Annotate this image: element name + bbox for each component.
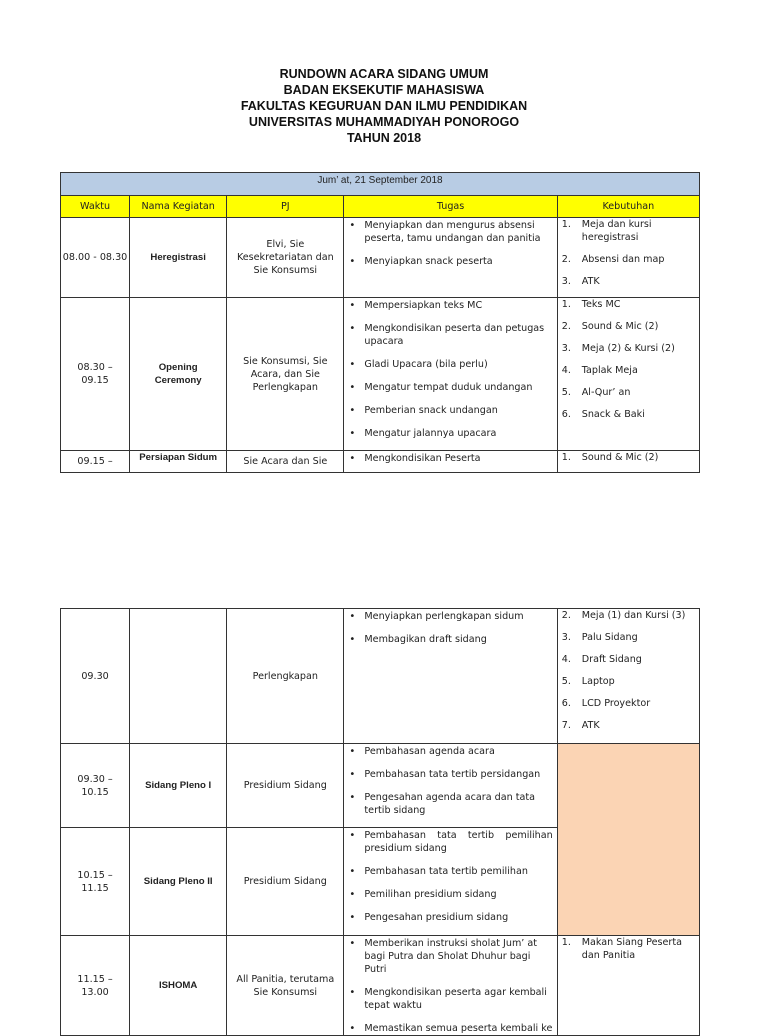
pj-cell: Presidium Sidang: [227, 828, 344, 936]
time-cell: 09.30 – 10.15: [61, 744, 130, 828]
need-text: Laptop: [581, 676, 615, 687]
pj-cell: Sie Acara dan Sie: [227, 451, 344, 473]
task-item: • Pembahasan tata tertib pemilihan: [344, 865, 552, 878]
task-item: • Gladi Upacara (bila perlu): [344, 358, 552, 371]
activity-cell: Sidang Pleno II: [130, 828, 227, 936]
need-text: Sound & Mic (2): [581, 452, 659, 463]
title-line: FAKULTAS KEGURUAN DAN ILMU PENDIDIKAN: [240, 99, 528, 113]
need-text: Meja dan kursi heregistrasi: [581, 219, 652, 243]
need-text: LCD Proyektor: [581, 698, 651, 709]
tasks-cell: [344, 451, 557, 473]
task-item: • Membagikan draft sidang: [344, 633, 552, 646]
activity-cell: Persiapan Sidum: [130, 451, 227, 473]
needs-cell: [557, 451, 699, 473]
need-number: 2.: [561, 254, 571, 265]
tasks-cell: [344, 218, 557, 298]
header-row: [61, 196, 700, 218]
time-cell: 11.15 – 13.00: [61, 936, 130, 1036]
table-row: [61, 936, 700, 1036]
need-item: [558, 364, 697, 377]
need-number: 3.: [561, 276, 571, 287]
tasks-cell: [344, 298, 557, 451]
pj-cell: Elvi, Sie Kesekretariatan dan Sie Konsumsi: [227, 218, 344, 298]
need-item: [558, 342, 697, 355]
task-item: • Mengatur jalannya upacara: [344, 427, 552, 440]
need-number: 3.: [561, 343, 571, 354]
need-item: [558, 320, 697, 333]
activity-cell: [130, 609, 227, 744]
task-item: • Memberikan instruksi sholat Jum’ at bagi Putra dan Sholat Dhuhur bagi Putri: [344, 937, 552, 976]
needs-cell: [557, 218, 699, 298]
col-header-pj: PJ: [227, 196, 344, 218]
tasks-cell: [344, 609, 557, 744]
need-item: [558, 451, 697, 464]
need-item: [558, 675, 697, 688]
task-item: • Pemilihan presidium sidang: [344, 888, 552, 901]
need-number: 6.: [561, 698, 571, 709]
need-number: 1.: [561, 299, 571, 310]
time-cell: 09.15 –: [61, 451, 130, 473]
need-text: Meja (2) & Kursi (2): [581, 343, 675, 354]
need-item: [558, 653, 697, 666]
need-number: 2.: [561, 321, 571, 332]
need-number: 5.: [561, 387, 571, 398]
col-header-waktu: Waktu: [61, 196, 130, 218]
need-item: [558, 275, 697, 288]
task-item: • Memastikan semua peserta kembali ke: [344, 1022, 552, 1035]
need-item: [558, 609, 697, 622]
need-number: 1.: [561, 452, 571, 463]
activity-cell: Sidang Pleno I: [130, 744, 227, 828]
task-item: • Mempersiapkan teks MC: [344, 299, 552, 312]
title-line: UNIVERSITAS MUHAMMADIYAH PONOROGO: [248, 115, 520, 129]
need-item: [558, 253, 697, 266]
table-row: [61, 744, 700, 828]
tasks-cell: [344, 828, 557, 936]
pj-cell: Presidium Sidang: [227, 744, 344, 828]
need-number: 3.: [561, 632, 571, 643]
need-number: 2.: [561, 610, 571, 621]
needs-cell-empty: [557, 744, 699, 936]
need-text: Draft Sidang: [581, 654, 642, 665]
title-line: RUNDOWN ACARA SIDANG UMUM: [279, 67, 489, 81]
task-item: • Pembahasan tata tertib pemilihan presidium sidang: [344, 829, 552, 855]
task-item: • Menyiapkan snack peserta: [344, 255, 552, 268]
table-row: [61, 451, 700, 473]
table-row: [61, 609, 700, 744]
time-cell: 09.30: [61, 609, 130, 744]
need-number: 1.: [561, 937, 571, 948]
need-text: ATK: [581, 720, 600, 731]
need-text: Makan Siang Peserta dan Panitia: [581, 937, 682, 961]
task-item: • Menyiapkan perlengkapan sidum: [344, 610, 552, 623]
needs-cell: [557, 609, 699, 744]
need-item: [558, 218, 697, 244]
need-item: [558, 719, 697, 732]
need-item: [558, 936, 697, 962]
col-header-kebutuhan: Kebutuhan: [557, 196, 699, 218]
task-item: • Pembahasan agenda acara: [344, 745, 552, 758]
table-row: [61, 218, 700, 298]
tasks-cell: [344, 936, 557, 1036]
need-number: 4.: [561, 365, 571, 376]
need-number: 7.: [561, 720, 571, 731]
need-number: 4.: [561, 654, 571, 665]
col-header-nama-kegiatan: Nama Kegiatan: [130, 196, 227, 218]
need-text: Absensi dan map: [581, 254, 665, 265]
need-item: [558, 386, 697, 399]
need-number: 5.: [561, 676, 571, 687]
need-text: Meja (1) dan Kursi (3): [581, 610, 686, 621]
pj-cell: All Panitia, terutama Sie Konsumsi: [227, 936, 344, 1036]
need-text: Sound & Mic (2): [581, 321, 659, 332]
needs-cell: [557, 298, 699, 451]
need-item: [558, 631, 697, 644]
time-cell: 10.15 – 11.15: [61, 828, 130, 936]
task-item: • Pemberian snack undangan: [344, 404, 552, 417]
activity-cell: Opening Ceremony: [130, 298, 227, 451]
needs-cell: [557, 936, 699, 1036]
task-item: • Mengkondisikan peserta dan petugas upacara: [344, 322, 552, 348]
need-text: ATK: [581, 276, 600, 287]
title-line: TAHUN 2018: [346, 131, 422, 145]
need-number: 6.: [561, 409, 571, 420]
title-line: BADAN EKSEKUTIF MAHASISWA: [283, 83, 485, 97]
need-item: [558, 697, 697, 710]
need-text: Teks MC: [581, 299, 621, 310]
task-item: • Pengesahan agenda acara dan tata tertib sidang: [344, 791, 552, 817]
activity-cell: ISHOMA: [130, 936, 227, 1036]
task-item: • Pengesahan presidium sidang: [344, 911, 552, 924]
need-text: Taplak Meja: [581, 365, 638, 376]
time-cell: 08.00 - 08.30: [61, 218, 130, 298]
day-label: Jum’ at, 21 September 2018: [61, 173, 700, 196]
rundown-table-page-1: [60, 172, 700, 473]
col-header-tugas: Tugas: [344, 196, 557, 218]
task-item: • Menyiapkan dan mengurus absensi peserta, tamu undangan dan panitia: [344, 219, 552, 245]
table-row: [61, 298, 700, 451]
document-title: [0, 66, 768, 146]
activity-cell: Heregistrasi: [130, 218, 227, 298]
time-cell: 08.30 – 09.15: [61, 298, 130, 451]
need-item: [558, 298, 697, 311]
task-item: • Pembahasan tata tertib persidangan: [344, 768, 552, 781]
need-item: [558, 408, 697, 421]
day-row: [61, 173, 700, 196]
task-item: • Mengkondisikan peserta agar kembali tepat waktu: [344, 986, 552, 1012]
need-number: 1.: [561, 219, 571, 230]
need-text: Snack & Baki: [581, 409, 645, 420]
pj-cell: Perlengkapan: [227, 609, 344, 744]
task-item: • Mengkondisikan Peserta: [344, 452, 552, 465]
tasks-cell: [344, 744, 557, 828]
rundown-table-page-2: [60, 608, 700, 1036]
pj-cell: Sie Konsumsi, Sie Acara, dan Sie Perlengkapan: [227, 298, 344, 451]
need-text: Al-Qur’ an: [581, 387, 631, 398]
need-text: Palu Sidang: [581, 632, 638, 643]
task-item: • Mengatur tempat duduk undangan: [344, 381, 552, 394]
